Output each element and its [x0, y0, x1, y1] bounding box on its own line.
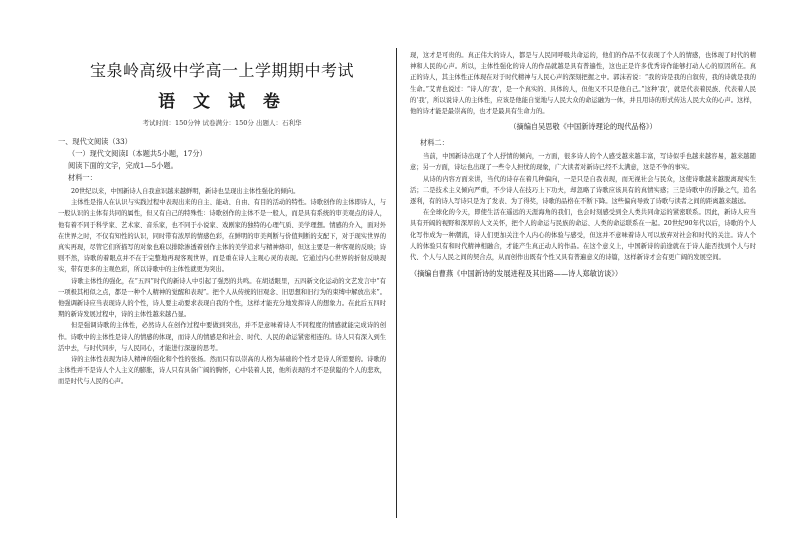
left-column [58, 50, 386, 518]
paragraph: 诗歌主体性的强化，在“五四”时代的新诗人中引起了强烈的共鸣。在胡适眼里，五四新文化运动的文艺发言中“有一项极其相似之点，都是一种个人精神的觉醒和表现”。把个人从传统的旧观念、旧思想和旧行为的束缚中解放出来”。他强调新诗应当表现诗人的个性，诗人要主动要求表现自我的个性，这样才能充分地发挥诗人的想象力。在此后五四时期的新诗发展过程中，诗的主体性越来越凸显。 [58, 277, 386, 319]
subsection-heading: （一）现代文阅读Ⅰ（本题共5小题，17分） [68, 149, 207, 158]
paragraph: 从诗的内容方面来讲，当代的诗存在着几种偏向，一是只是自我表现，而无视社会与民众，这使诗歌越来越脱离现实生活；二是技术主义倾向严重，不少诗人在技巧上下功夫，却忽略了诗歌应该具有的真情实感；三是诗歌中的浮躁之气，追名逐利，有的诗人写诗只是为了发表、为了得奖，诗歌的品格在不断下降。这些偏向导致了诗歌与读者之间的距离越来越远。 [410, 175, 756, 206]
material-2-label: 材料二： [420, 138, 449, 148]
exam-info: 考试时间：150分钟 试卷满分：150分 出题人：石利华 [142, 119, 302, 127]
paragraph: 现，这才是可贵的。真正伟大的诗人，都是与人民同呼吸共命运的，他们的作品不仅表现了个人的情感，也体现了时代的精神和人民的心声。所以，主体性强化的诗人的作品就越是具有普遍性，这也正是许多优秀诗作能够打动人心的原因所在。真正的诗人，其主体性正体现在对于时代精神与人民心声的深刻把握之中。郭沫若说：“我的诗是我的自叙传，我的诗就是我的生命。”艾青也说过：“诗人的’我’，是一个真实的、具体的人，但他又不只是他自己。”这种‘我’，就是代表着民族、代表着人民的‘我’，所以说诗人的主体性，应该是他能自觉地与人民大众的命运融为一体，并且用诗的形式传达人民大众的心声。这样，他的诗才能是最崇高的，也才是最具有生命力的。 [410, 52, 756, 116]
paragraph: 但是强调诗歌的主体性，必然诗人在创作过程中要做到突出，并不是意味着诗人不同程度的情感就能完成诗的创作。诗歌中的主体性是诗人的情感的体现，而诗人的情感是和社会、时代、人民的命运紧密相连的。诗人只有深入到生活中去，与时代同步，与人民同心，才能进行深邃的思考。 [58, 322, 386, 352]
paragraph: 在全球化的今天，即使生活在遥远的天涯海角的我们，也会时刻感受到全人类共同命运的紧密联系。因此，新诗人应当具有开阔的视野和深厚的人文关怀，把个人的命运与民族的命运、人类的命运联系在一起。20世纪90年代以后，诗歌的个人化写作成为一种潮流，诗人们更加关注个人内心的体验与感受，但这并不意味着诗人可以放弃对社会和时代的关注。诗人个人的体验只有和时代精神相融合，才能产生真正动人的作品。在这个意义上，中国新诗的前途就在于诗人能否找到个人与时代、个人与人民之间的契合点，从而创作出既有个性又具有普遍意义的诗篇，这样新诗才会有更广阔的发展空间。 [410, 209, 756, 262]
page-title: 宝泉岭高级中学高一上学期期中考试 [89, 61, 354, 80]
page-subtitle: 语 文 试 卷 [158, 92, 286, 112]
right-column [410, 50, 756, 518]
section-heading: 一、现代文阅读（33） [58, 137, 132, 146]
paragraph: 当前，中国新诗出现了个人抒情的倾向，一方面，很多诗人的个人感受越来越丰富，写诗似乎也越来越容易，越来越随意；另一方面，诗坛也出现了一些令人担忧的现象，广大读者对新诗已经不太满意，这是不争的事实。 [410, 153, 756, 172]
paragraph: 诗的主体性表现为诗人精神的强化和个性的张扬。然而只有以崇高的人格为基础的个性才是诗人所需要的。诗歌的主体性并不是诗人个人主义的膨胀，诗人只有具备广阔的胸怀，心中装着人民，他所表现的才不是狭隘的个人的悲欢，而是时代与人民的心声。 [58, 356, 386, 386]
material-1-label: 材料一： [68, 173, 97, 182]
column-divider [396, 48, 397, 518]
paragraph: 20世纪以来，中国新诗人自我意识越来越鲜明，新诗也呈现出主体性强化的倾向。 [71, 188, 300, 195]
paragraph: 主体性是指人在认识与实践过程中表现出来的自主、能动、自由、有目的活动的特性。诗歌创作的主体即诗人，与一般认识的主体有共同的属性，但又有自己的特殊性：诗歌创作的主体不是一般人，而是具有系统的审美观点的诗人，他有着不同于科学家、艺术家、音乐家，也不同于小说家、戏剧家的独特的心理气质、美学理想。情感的介入，面对外在世界之时，不仅有知性的认识，同时带有浓厚的情感色彩，在鲜明的审美判断与价值判断的支配下，对于现实世界的真实再现，尽管它们所描写的对象也难以排除渗透着创作主体的美学追求与精神烙印，但这主要是一种客观的反映；诗则不然，诗歌的着眼点并不在于完整地再现客观世界，而是重在诗人主观心灵的表现。它通过内心世界的折射反映现实，带有更多的主观色彩，所以诗歌中的主体性就更为突出。 [58, 199, 386, 274]
citation-1: （摘编自吴思敬《中国新诗理论的现代品格》） [509, 122, 657, 132]
reading-instruction: 阅读下面的文字，完成1—5小题。 [68, 161, 178, 170]
citation-2: （摘编自曹燕《中国新诗的发展进程及其出路——诗人郑敏访谈》） [410, 269, 623, 279]
